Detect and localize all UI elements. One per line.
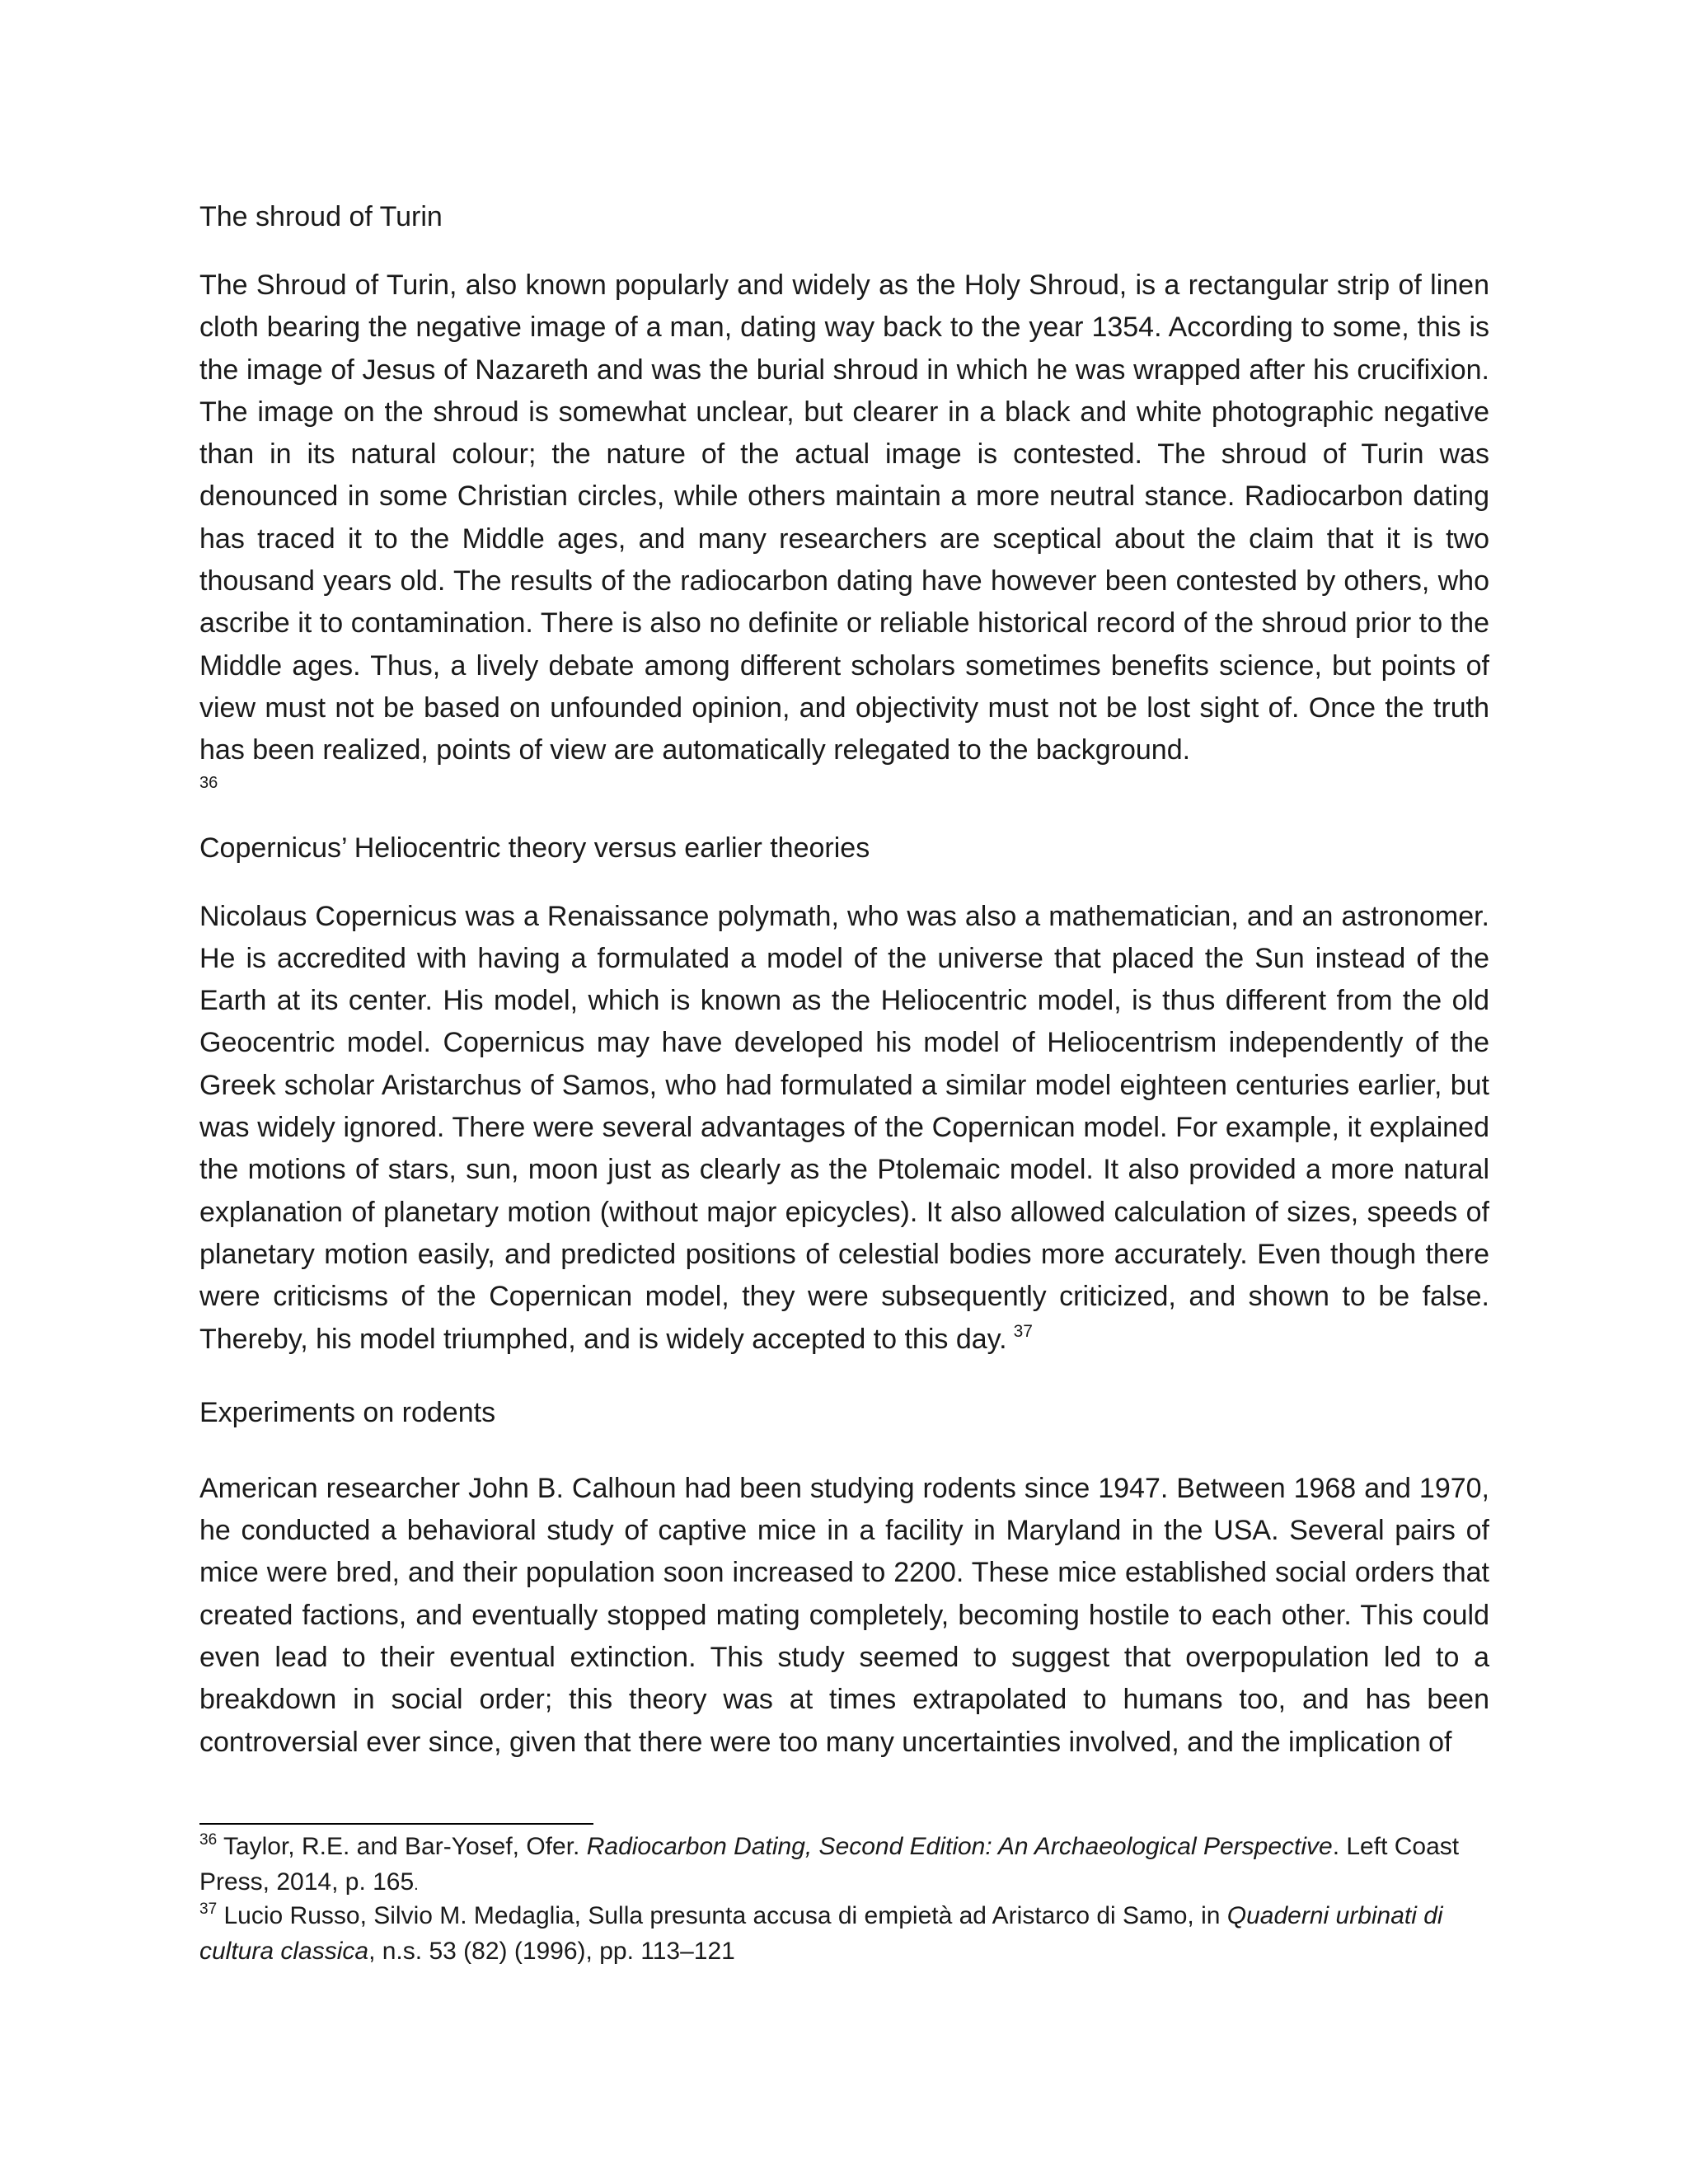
- footnote-title: Quaderni urbinati di cultura classica: [199, 1902, 1443, 1965]
- footnote-number: 37: [199, 1900, 218, 1918]
- footnotes: [199, 1831, 1489, 1967]
- paragraph-shroud: [199, 265, 1489, 794]
- footnote-36: [199, 1831, 1489, 1900]
- footnote-ref-37: 37: [1013, 1321, 1033, 1341]
- footnote-text: Taylor, R.E. and Bar-Yosef, Ofer.: [223, 1833, 587, 1860]
- footnote-text: .: [414, 1875, 419, 1894]
- footnote-text: Lucio Russo, Silvio M. Medaglia, Sulla presunta accusa di empietà ad Aristarco di Samo, in: [223, 1902, 1227, 1929]
- footnote-text: . Left Coast Press, 2014, p. 165: [199, 1833, 1460, 1896]
- paragraph-shroud-text: The Shroud of Turin, also known popularly and widely as the Holy Shroud, is a rectangular strip of linen cloth bearing the negative image of a man, dating way back to the year 1354. According to some, this is the image of Jesus of Nazareth and was the burial shroud in which he was wrapped after his crucifixion. The image on the shroud is somewhat unclear, but clearer in a black and white photographic negative than in its natural colour; the nature of the actual image is contested. The shroud of Turin was denounced in some Christian circles, while others maintain a more neutral stance. Radiocarbon dating has traced it to the Middle ages, and many researchers are sceptical about the claim that it is two thousand years old. The results of the radiocarbon dating have however been contested by others, who ascribe it to contamination. There is also no definite or reliable historical record of the shroud prior to the Middle ages. Thus, a lively debate among different scholars sometimes benefits science, but points of view must not be based on unfounded opinion, and objectivity must not be lost sight of. Once the truth has been realized, points of view are automatically relegated to the background.: [199, 269, 1489, 766]
- main-text: [199, 196, 1489, 1764]
- footnote-ref-36: 36: [199, 773, 218, 792]
- paragraph-copernicus-text: Nicolaus Copernicus was a Renaissance polymath, who was also a mathematician, and an astronomer. He is accredited with having a formulated a model of the universe that placed the Sun instead of the Earth at its center. His model, which is known as the Heliocentric model, is thus different from the old Geocentric model. Copernicus may have developed his model of Heliocentrism independently of the Greek scholar Aristarchus of Samos, who had formulated a similar model eighteen centuries earlier, but was widely ignored. There were several advantages of the Copernican model. For example, it explained the motions of stars, sun, moon just as clearly as the Ptolemaic model. It also provided a more natural explanation of planetary motion (without major epicycles). It also allowed calculation of sizes, speeds of planetary motion easily, and predicted positions of celestial bodies more accurately. Even though there were criticisms of the Copernican model, they were subsequently criticized, and shown to be false. Thereby, his model triumphed, and is widely accepted to this day.: [199, 900, 1489, 1355]
- footnote-text: , n.s. 53 (82) (1996), pp. 113–121: [368, 1937, 735, 1965]
- footnote-37: [199, 1900, 1489, 1967]
- footnote-number: 36: [199, 1831, 218, 1849]
- footnote-title: Radiocarbon Dating, Second Edition: An Archaeological Perspective: [586, 1833, 1333, 1860]
- footnote-separator: [199, 1823, 593, 1825]
- paragraph-copernicus: [199, 896, 1489, 1364]
- section-heading-shroud: The shroud of Turin: [199, 201, 443, 232]
- section-heading-rodents: Experiments on rodents: [199, 1396, 496, 1428]
- paragraph-rodents: American researcher John B. Calhoun had been studying rodents since 1947. Between 1968 and 1970, he conducted a behavioral study of captive mice in a facility in Maryland in the USA. Several pairs of mice were bred, and their population soon increased to 2200. These mice established social orders that created factions, and eventually stopped mating completely, becoming hostile to each other. This could even lead to their eventual extinction. This study seemed to suggest that overpopulation led to a breakdown in social order; this theory was at times extrapolated to humans too, and has been controversial ever since, given that there were too many uncertainties involved, and the implication of: [199, 1472, 1489, 1758]
- section-heading-copernicus: Copernicus’ Heliocentric theory versus earlier theories: [199, 832, 870, 864]
